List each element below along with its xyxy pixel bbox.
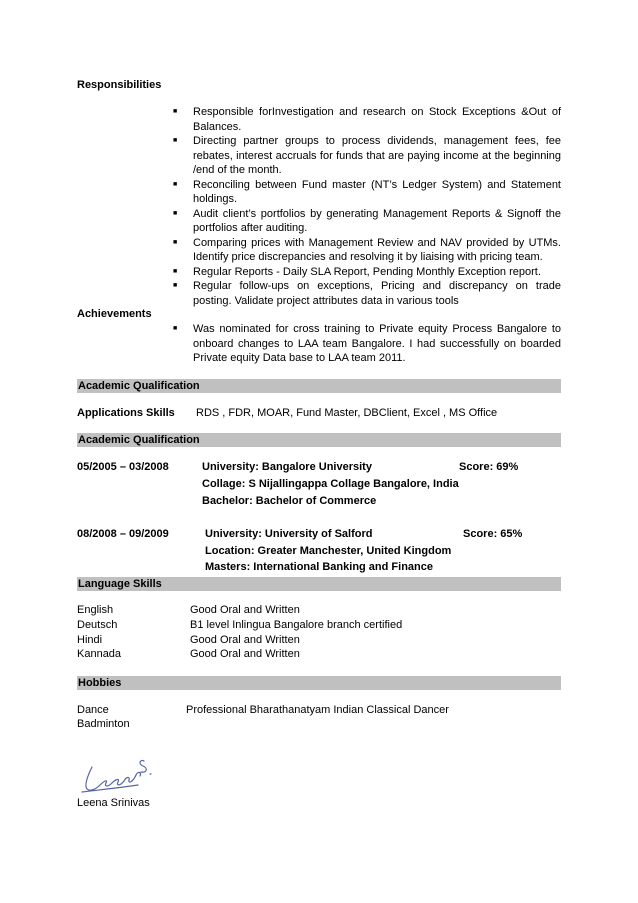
section-title: Academic Qualification: [78, 380, 200, 392]
section-bar: [77, 433, 561, 447]
language-level: Good Oral and Written: [190, 604, 300, 616]
applications-value: RDS , FDR, MOAR, Fund Master, DBClient, Excel , MS Office: [196, 407, 498, 419]
list-item: ■ Reconciling between Fund master (NT’s Ledger System) and Statement holdings.: [193, 178, 561, 207]
language-name: Hindi: [77, 634, 103, 646]
responsibilities-heading: Responsibilities: [77, 79, 162, 91]
section-bar: [77, 676, 561, 690]
language-level: B1 level Inlingua Bangalore branch certified: [190, 619, 403, 631]
hobby-item: Badminton: [77, 718, 130, 730]
language-name: Deutsch: [77, 619, 118, 631]
education-degree: Bachelor: Bachelor of Commerce: [202, 495, 377, 507]
list-item: ■ Audit client’s portfolios by generating Management Reports & Signoff the portfolios after auditing.: [193, 207, 561, 236]
education-score: Score: 65%: [463, 528, 523, 540]
education-university: University: University of Salford: [205, 528, 373, 540]
education-score: Score: 69%: [459, 461, 519, 473]
list-item: ■ Regular Reports - Daily SLA Report, Pending Monthly Exception report.: [193, 265, 561, 280]
list-item: ■ Responsible forInvestigation and research on Stock Exceptions &Out of Balances.: [193, 105, 561, 134]
section-bar: [77, 577, 561, 591]
education-university: University: Bangalore University: [202, 461, 372, 473]
section-title: Academic Qualification: [78, 434, 200, 446]
responsibilities-list: [193, 105, 561, 308]
education-period: 08/2008 – 09/2009: [77, 528, 169, 540]
education-degree: Masters: International Banking and Finance: [205, 561, 433, 573]
section-title: Language Skills: [78, 578, 162, 590]
section-title: Hobbies: [78, 677, 122, 689]
section-bar: [77, 379, 561, 393]
achievements-list: [193, 322, 561, 366]
language-level: Good Oral and Written: [190, 634, 300, 646]
education-college: Collage: S Nijallingappa Collage Bangalore, India: [202, 478, 459, 490]
list-item: ■ Regular follow-ups on exceptions, Pricing and discrepancy on trade posting. Validate project attributes data in various tools: [193, 279, 561, 308]
signatory-name: Leena Srinivas: [77, 797, 150, 809]
list-item: ■ Directing partner groups to process dividends, management fees, fee rebates, interest accruals for funds that are paying income at the beginning /end of the month.: [193, 134, 561, 178]
language-name: English: [77, 604, 114, 616]
signature-image: [78, 745, 162, 795]
education-location: Location: Greater Manchester, United Kingdom: [205, 545, 452, 557]
hobby-note: Professional Bharathanatyam Indian Classical Dancer: [186, 704, 449, 716]
language-level: Good Oral and Written: [190, 648, 300, 660]
education-period: 05/2005 – 03/2008: [77, 461, 169, 473]
language-name: Kannada: [77, 648, 122, 660]
list-item: ■ Comparing prices with Management Review and NAV provided by UTMs. Identify price discrepancies and resolving it by liaising with pricing team.: [193, 236, 561, 265]
applications-label: Applications Skills: [77, 407, 175, 419]
hobby-item: Dance: [77, 704, 109, 716]
list-item: ■ Was nominated for cross training to Private equity Process Bangalore to onboard changes to LAA team Bangalore. I had successfully on boarded Private equity Data base to LAA team 2011.: [193, 322, 561, 366]
achievements-heading: Achievements: [77, 308, 152, 320]
